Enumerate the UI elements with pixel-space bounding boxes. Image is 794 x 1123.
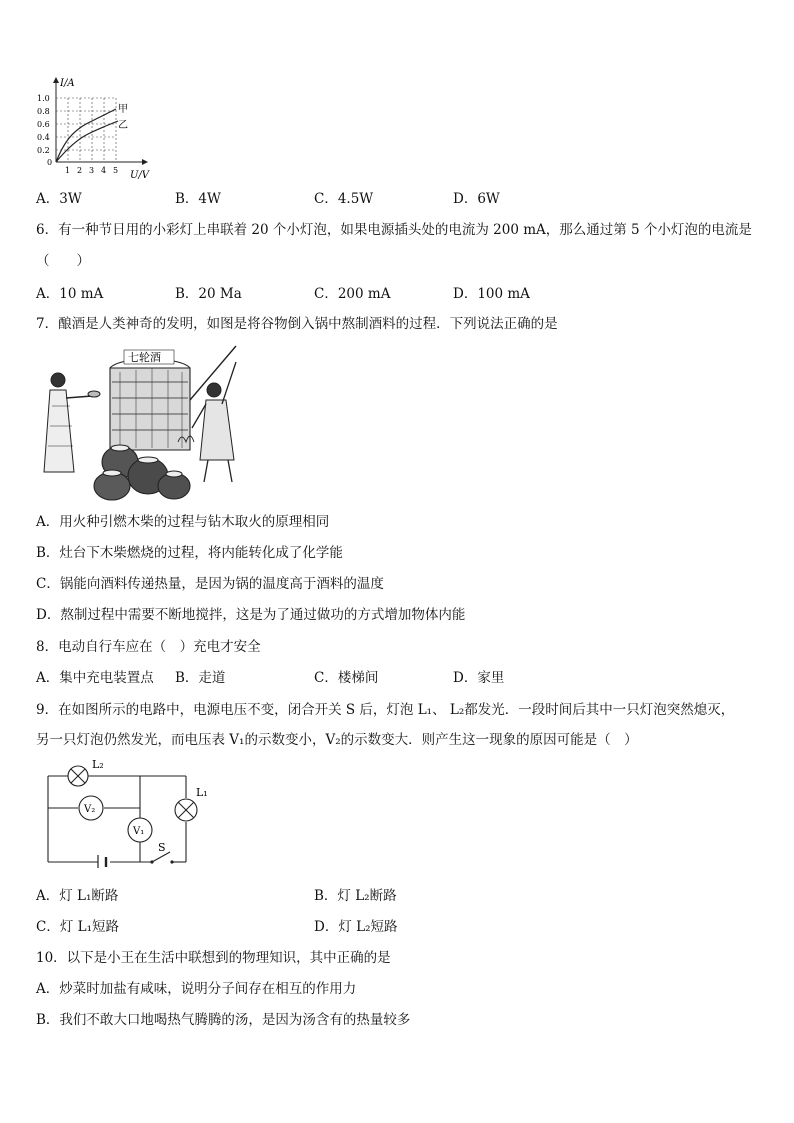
- q9-stem-line1: 9．在如图所示的电路中，电源电压不变，闭合开关 S 后，灯泡 L₁、 L₂都发光．一段时间后其中一只灯泡突然熄灭，: [36, 702, 735, 718]
- q10-option-b[interactable]: B．我们不敢大口地喝热气腾腾的汤，是因为汤含有的热量较多: [36, 1012, 411, 1028]
- illustration-caption: 七轮酒: [128, 351, 161, 364]
- curve-yi: [56, 121, 118, 162]
- q5-option-a[interactable]: A．3W: [36, 191, 82, 207]
- circuit-diagram: [40, 756, 220, 868]
- q9-option-c[interactable]: C．灯 L₁短路: [36, 919, 119, 935]
- y-tick: 0.2: [37, 146, 50, 155]
- q7-option-c[interactable]: C．锅能向酒料传递热量，是因为锅的温度高于酒料的温度: [36, 576, 384, 592]
- q7-stem: 7．酿酒是人类神奇的发明，如图是将谷物倒入锅中熬制酒料的过程．下列说法正确的是: [36, 316, 558, 332]
- q10-option-a[interactable]: A．炒菜时加盐有咸味，说明分子间存在相互的作用力: [36, 981, 357, 997]
- q5-option-d[interactable]: D．6W: [453, 191, 500, 207]
- lamp-l2: [68, 766, 88, 786]
- x-tick: 4: [101, 166, 107, 175]
- q9-stem-line2: 另一只灯泡仍然发光，而电压表 V₁的示数变小，V₂的示数变大．则产生这一现象的原因可能是（ ）: [36, 732, 638, 748]
- q8-option-d[interactable]: D．家里: [453, 670, 505, 686]
- y-tick: 0.8: [37, 107, 50, 116]
- q5-option-b[interactable]: B．4W: [175, 191, 221, 207]
- x-tick: 5: [113, 166, 119, 175]
- label-v1: V₁: [133, 826, 145, 837]
- q8-option-b[interactable]: B．走道: [175, 670, 226, 686]
- label-l2: L₂: [92, 758, 104, 771]
- q6-stem: 6．有一种节日用的小彩灯上串联着 20 个小灯泡，如果电源插头处的电流为 200 mA，那么通过第 5 个小灯泡的电流是: [36, 222, 752, 238]
- curve-label-yi: 乙: [118, 120, 128, 131]
- y-tick: 1.0: [37, 94, 50, 103]
- q10-stem: 10．以下是小王在生活中联想到的物理知识，其中正确的是: [36, 950, 391, 966]
- x-tick: 2: [77, 166, 83, 175]
- winemaking-illustration: [40, 342, 250, 502]
- y-tick: 0: [47, 158, 53, 167]
- y-tick: 0.4: [37, 133, 50, 142]
- x-tick: 3: [89, 166, 95, 175]
- label-l1: L₁: [196, 786, 208, 799]
- current-voltage-graph: [34, 76, 164, 186]
- q7-option-d[interactable]: D．熬制过程中需要不断地搅拌，这是为了通过做功的方式增加物体内能: [36, 607, 466, 623]
- q6-option-c[interactable]: C．200 mA: [314, 286, 391, 302]
- lamp-l1: [175, 799, 197, 821]
- curve-label-jia: 甲: [118, 104, 128, 115]
- x-axis-label: U/V: [130, 170, 150, 181]
- label-switch: S: [158, 841, 166, 854]
- label-v2: V₂: [84, 804, 96, 815]
- q6-option-b[interactable]: B．20 Ma: [175, 286, 242, 302]
- x-tick: 1: [65, 166, 71, 175]
- q6-answer-paren: （ ）: [36, 253, 90, 269]
- q7-option-a[interactable]: A．用火种引燃木柴的过程与钻木取火的原理相同: [36, 514, 330, 530]
- switch-contact: [170, 860, 173, 863]
- y-tick: 0.6: [37, 120, 50, 129]
- q8-option-a[interactable]: A．集中充电装置点: [36, 670, 154, 686]
- q7-option-b[interactable]: B．灶台下木柴燃烧的过程，将内能转化成了化学能: [36, 545, 343, 561]
- q8-option-c[interactable]: C．楼梯间: [314, 670, 379, 686]
- q9-option-a[interactable]: A．灯 L₁断路: [36, 888, 119, 904]
- q9-option-d[interactable]: D．灯 L₂短路: [314, 919, 398, 935]
- q6-option-d[interactable]: D．100 mA: [453, 286, 530, 302]
- q8-stem: 8．电动自行车应在（ ）充电才安全: [36, 639, 261, 655]
- q9-option-b[interactable]: B．灯 L₂断路: [314, 888, 397, 904]
- q6-option-a[interactable]: A．10 mA: [36, 286, 104, 302]
- y-axis-label: I/A: [60, 78, 75, 89]
- q5-option-c[interactable]: C．4.5W: [314, 191, 374, 207]
- switch-contact: [150, 860, 153, 863]
